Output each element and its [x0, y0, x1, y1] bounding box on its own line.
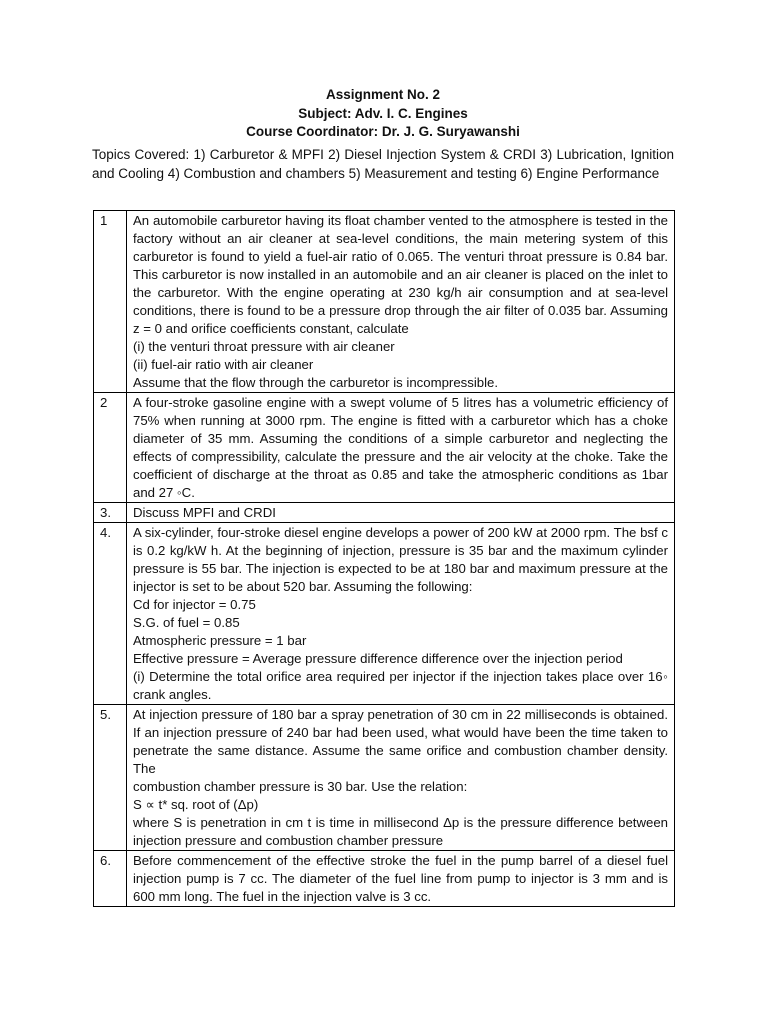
question-text — [127, 851, 675, 907]
question-number: 2 — [94, 393, 127, 503]
question-text — [127, 393, 675, 503]
question-number: 1 — [94, 211, 127, 393]
question-line: Assume that the flow through the carburetor is incompressible. — [133, 375, 499, 390]
question-row — [94, 851, 675, 907]
question-row — [94, 705, 675, 851]
question-line: combustion chamber pressure is 30 bar. Use the relation: — [133, 779, 468, 794]
question-line: where S is penetration in cm t is time in millisecond Δp is the pressure difference between injection pressure and combustion chamber pressure — [133, 815, 668, 848]
subject-line: Subject: Adv. I. C. Engines — [298, 105, 468, 121]
question-line: Atmospheric pressure = 1 bar — [133, 633, 307, 648]
questions-table — [93, 210, 675, 907]
coordinator-line: Course Coordinator: Dr. J. G. Suryawanshi — [246, 124, 520, 139]
topics-covered: Topics Covered: 1) Carburetor & MPFI 2) Diesel Injection System & CRDI 3) Lubrication, Ignition and Cooling 4) Combustion and chambers 5) Measurement and testing 6) Engine Performance — [92, 147, 674, 181]
question-row — [94, 211, 675, 393]
question-number: 6. — [94, 851, 127, 907]
question-row — [94, 523, 675, 705]
question-text — [127, 705, 675, 851]
question-line: A six-cylinder, four-stroke diesel engine develops a power of 200 kW at 2000 rpm. The bsf c is 0.2 kg/kW h. At the beginning of injection, pressure is 35 bar and the maximum cylinder pressure is 55 bar. The injection is expected to be at 180 bar and maximum pressure at the injector is set to be about 520 bar. Assuming the following: — [133, 525, 668, 594]
question-row — [94, 503, 675, 523]
question-number: 3. — [94, 503, 127, 523]
question-line: An automobile carburetor having its float chamber vented to the atmosphere is tested in the factory without an air cleaner at sea-level conditions, the main metering system of this carburetor is found to yield a fuel-air ratio of 0.065. The venturi throat pressure is 0.84 bar. This carburetor is now installed in an automobile and an air cleaner is placed on the inlet to the carburetor. With the engine operating at 230 kg/h air consumption and at sea-level conditions, there is found to be a pressure drop through the air filter of 0.035 bar. Assuming z = 0 and orifice coefficients constant, calculate — [133, 213, 668, 336]
question-number: 4. — [94, 523, 127, 705]
question-line: (i) the venturi throat pressure with air cleaner — [133, 339, 395, 354]
question-number: 5. — [94, 705, 127, 851]
question-line: Before commencement of the effective stroke the fuel in the pump barrel of a diesel fuel injection pump is 7 cc. The diameter of the fuel line from pump to injector is 3 mm and is 600 mm long. The fuel in the injection valve is 3 cc. — [133, 853, 668, 904]
question-line: S.G. of fuel = 0.85 — [133, 615, 240, 630]
question-line: A four-stroke gasoline engine with a swept volume of 5 litres has a volumetric efficiency of 75% when running at 3000 rpm. The engine is fitted with a carburetor which has a choke diameter of 35 mm. Assuming the conditions of a simple carburetor and neglecting the effects of compressibility, calculate the pressure and the air velocity at the choke. Take the coefficient of discharge at the throat as 0.85 and take the atmospheric conditions as 1bar and 27 ◦C. — [133, 395, 668, 500]
assignment-title: Assignment No. 2 — [325, 87, 441, 102]
question-row — [94, 393, 675, 503]
question-line: Cd for injector = 0.75 — [133, 597, 256, 612]
question-text — [127, 523, 675, 705]
question-line: S ∝ t* sq. root of (Δp) — [133, 797, 259, 812]
question-line: At injection pressure of 180 bar a spray penetration of 30 cm in 22 milliseconds is obtained. If an injection pressure of 240 bar had been used, what would have been the time taken to penetrate the same distance. Assume the same orifice and combustion chamber density. The — [133, 707, 668, 776]
assignment-header — [92, 86, 674, 142]
question-text — [127, 503, 675, 523]
question-line: (i) Determine the total orifice area required per injector if the injection takes place over 16◦ crank angles. — [133, 669, 668, 702]
question-line: (ii) fuel-air ratio with air cleaner — [133, 357, 314, 372]
question-text — [127, 211, 675, 393]
question-line: Discuss MPFI and CRDI — [133, 505, 276, 520]
question-line: Effective pressure = Average pressure difference difference over the injection period — [133, 651, 623, 666]
